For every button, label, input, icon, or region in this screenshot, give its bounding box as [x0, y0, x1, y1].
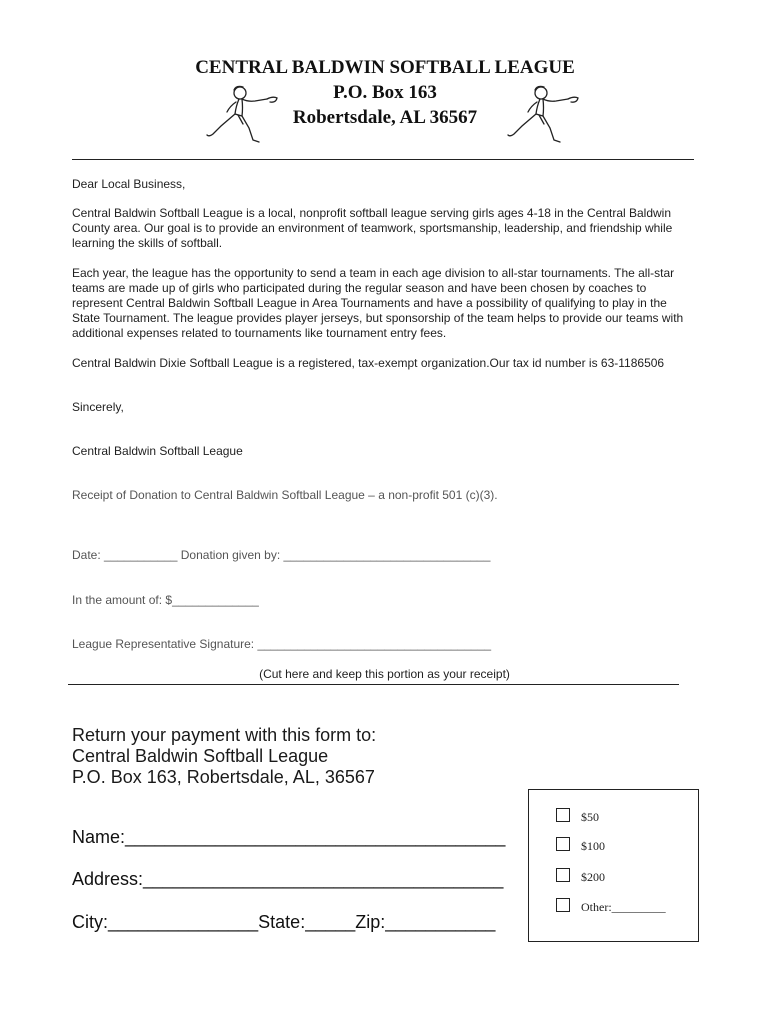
cut-line [68, 684, 679, 685]
letter-paragraph-1: Central Baldwin Softball League is a local, nonprofit softball league serving girls ages 4-18 in the Central Baldwin County area. Our goal is to provide an environment of teamwork, sportsmanship, leadership, and friendship while learning the skills of softball. [72, 206, 673, 250]
greeting: Dear Local Business, [72, 177, 186, 191]
return-instruction: Return your payment with this form to: [72, 725, 377, 745]
amount-200-label: $200 [581, 870, 605, 884]
date-donor-line[interactable]: Date: ___________ Donation given by: _______________________________ [72, 548, 491, 562]
amount-200-checkbox[interactable] [556, 868, 570, 882]
amount-50-label: $50 [581, 810, 599, 824]
softball-pitcher-icon [205, 84, 283, 146]
header-divider [72, 159, 694, 160]
cut-note: (Cut here and keep this portion as your receipt) [259, 667, 510, 681]
softball-pitcher-icon [506, 84, 584, 146]
amount-line[interactable]: In the amount of: $_____________ [72, 593, 259, 607]
amount-other-checkbox[interactable] [556, 898, 570, 912]
signature-name: Central Baldwin Softball League [72, 444, 243, 458]
amount-other-label[interactable]: Other:_________ [581, 900, 666, 914]
tax-id-paragraph: Central Baldwin Dixie Softball League is a registered, tax-exempt organization.Our tax id number is 63-1186506 [72, 356, 665, 370]
return-address: P.O. Box 163, Robertsdale, AL, 36567 [72, 767, 375, 787]
representative-signature-line[interactable]: League Representative Signature: ___________________________________ [72, 637, 492, 651]
address-field[interactable]: Address:____________________________________ [72, 869, 504, 889]
amount-100-checkbox[interactable] [556, 837, 570, 851]
header-city: Robertsdale, AL 36567 [292, 107, 478, 128]
league-title: CENTRAL BALDWIN SOFTBALL LEAGUE [195, 57, 575, 78]
donation-amount-box [528, 789, 699, 942]
city-state-zip-field[interactable]: City:_______________State:_____Zip:___________ [72, 912, 496, 932]
closing: Sincerely, [72, 400, 124, 414]
amount-100-label: $100 [581, 839, 605, 853]
receipt-title: Receipt of Donation to Central Baldwin Softball League – a non-profit 501 (c)(3). [72, 488, 498, 502]
header-po-box: P.O. Box 163 [333, 82, 437, 103]
return-org-name: Central Baldwin Softball League [72, 746, 329, 766]
name-field[interactable]: Name:______________________________________ [72, 827, 506, 847]
amount-50-checkbox[interactable] [556, 808, 570, 822]
letter-paragraph-2: Each year, the league has the opportunity to send a team in each age division to all-star tournaments. The all-star teams are made up of girls who participated during the regular season and have been chosen by coaches to represent Central Baldwin Softball League in Area Tournaments and have a possibility of qualifying to play in the State Tournament. The league provides player jerseys, but sponsorship of the team helps to provide our teams with additional expenses related to tournaments like tournament entry fees. [72, 266, 684, 340]
